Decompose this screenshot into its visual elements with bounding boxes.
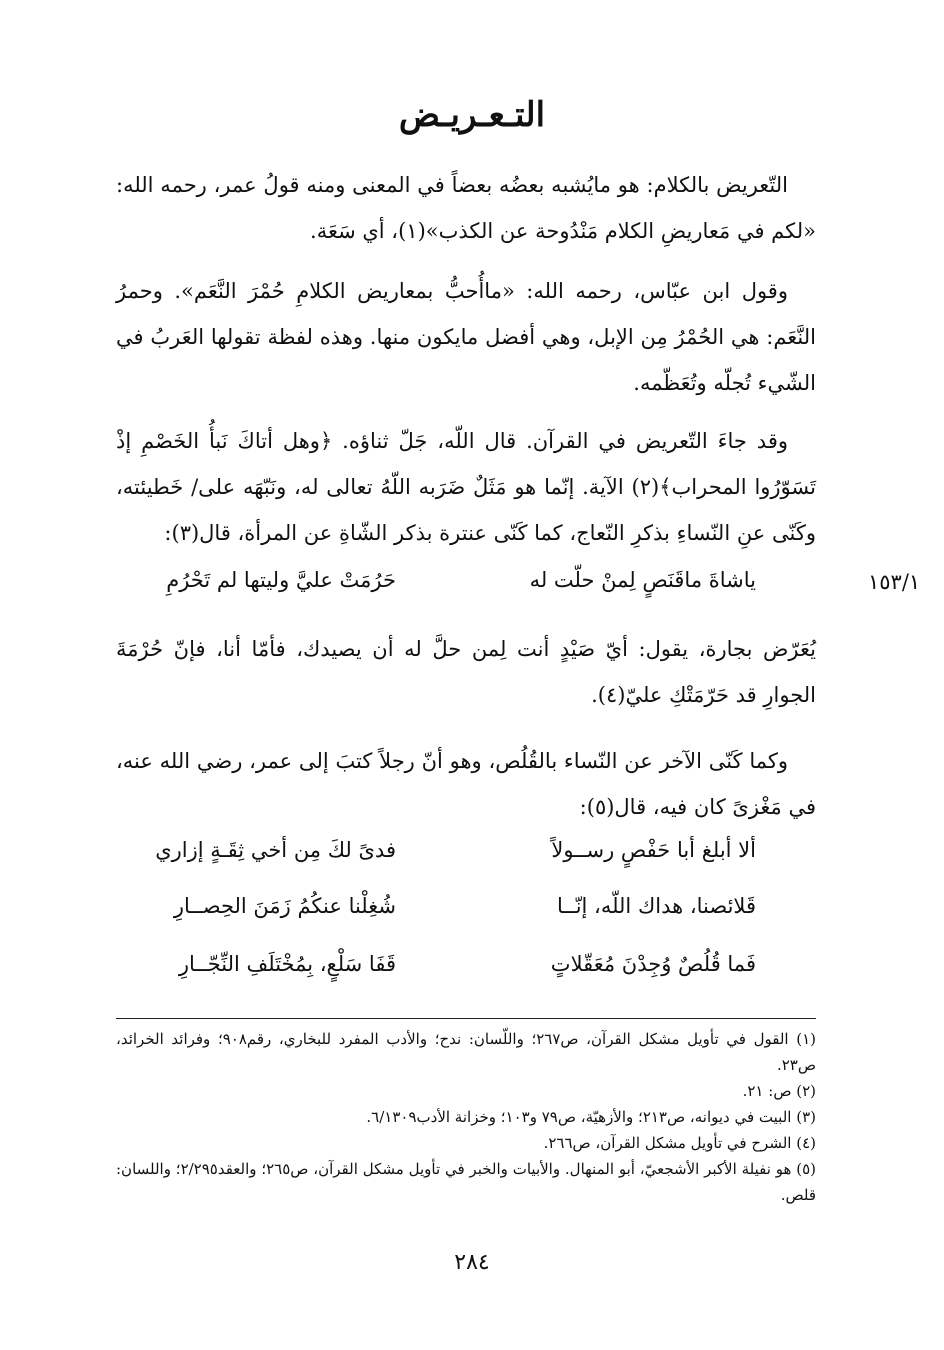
footnote-3: (٣) البيت في ديوانه، ص٢١٣؛ والأزهيّة، ص٧٩ و١٠٣؛ وخزانة الأدب٦/١٣٠٩.	[366, 1108, 816, 1126]
verse-line-4	[116, 952, 816, 998]
paragraph-5: وكما كَنّى الآخر عن النّساء بالقُلُص، وهو أنّ رجلاً كتبَ إلى عمر، رضي الله عنه، في مَغْزىً كان فيه، قال(٥):	[116, 749, 816, 819]
verse-4-second-hemistich: قَفَا سَلْعٍ، بِمُخْتَلَفِ النِّجّــارِ	[178, 952, 396, 976]
footnote-1: (١) القول في تأويل مشكل القرآن، ص٢٦٧؛ واللّسان: ندح؛ والأدب المفرد للبخاري، رقم٩٠٨؛ وفرائد الخرائد، ص٢٣.	[116, 1030, 817, 1074]
footnotes	[116, 1026, 816, 1208]
verse-line-2	[116, 838, 816, 884]
verse-1-first-hemistich: ياشاةَ ماقَنَصٍ لِمنْ حلّت له	[529, 568, 756, 592]
page-number: ٢٨٤	[454, 1250, 490, 1275]
footnote-divider	[116, 1018, 816, 1019]
verse-3-second-hemistich: شُغِلْنا عنكُمُ زَمَنَ الحِصــارِ	[173, 894, 396, 918]
paragraph-2: وقول ابن عبّاس، رحمه الله: «ماأُحبُّ بمعاريض الكلامِ حُمْرَ النَّعَم». وحمرُ النَّعَم: هي الحُمْرُ مِن الإبل، وهي أفضل مايكون منها. وهذه لفظة تقولها العَربُ في الشّيء تُجلّه وتُعَظّمه.	[116, 279, 816, 395]
paragraph-3: وقد جاءَ التّعريض في القرآن. قال اللّه، جَلّ ثناؤه. ﴿وهل أتاكَ نَبأُ الخَصْمِ إذْ تَسَوّرُوا المحراب﴾(٢) الآية. إنّما هو مَثَلٌ ضَرَبه اللّهُ تعالى له، ونَبّهَه على/ خَطيئته، وكَنّى عنِ النّساءِ بذكرِ النّعاج، كما كَنّى عنترة بذكر الشّاةِ عن المرأة، قال(٣):	[116, 429, 816, 545]
margin-reference: ١٥٣/١	[868, 570, 921, 594]
footnote-2: (٢) ص: ٢١.	[742, 1082, 816, 1100]
footnote-5: (٥) هو نفيلة الأكبر الأشجعيّ، أبو المنهال. والأبيات والخبر في تأويل مشكل القرآن، ص٢٦٥؛ والعقد٢/٢٩٥؛ واللسان: قلص.	[116, 1160, 816, 1204]
verse-2-first-hemistich: ألا أبلغ أبا حَفْصٍ رســولاً	[551, 838, 756, 862]
verse-line-3	[116, 894, 816, 940]
verse-2-second-hemistich: فدىً لكَ مِن أخي ثِقَـةٍ إزاري	[155, 838, 396, 862]
paragraph-1: التّعريض بالكلام: هو مايُشبه بعضُه بعضاً في المعنى ومنه قولُ عمر، رحمه الله: «لكم في مَعاريضِ الكلام مَنْدُوحة عن الكذب»(١)، أي سَعَة.	[116, 173, 816, 243]
paragraph-4: يُعَرّض بجارة، يقول: أيّ صَيْدٍ أنت لِمن حلَّ له أن يصيدك، فأمّا أنا، فإنّ حُرْمَةَ الجوارِ قد حَرّمَتْكِ عليّ(٤).	[116, 637, 816, 707]
verse-1-second-hemistich: حَرُمَتْ عليَّ وليتها لم تَحْرُمِ	[166, 568, 396, 592]
verse-line-1	[116, 568, 816, 614]
chapter-title: التـعـريـض	[398, 95, 546, 135]
verse-3-first-hemistich: قَلائصنا، هداك اللّه، إنّــا	[556, 894, 756, 918]
footnote-4: (٤) الشرح في تأويل مشكل القرآن، ص٢٦٦.	[543, 1134, 816, 1152]
verse-4-first-hemistich: فَما قُلُصٌ وُجِدْنَ مُعَقّلاتٍ	[550, 952, 756, 976]
